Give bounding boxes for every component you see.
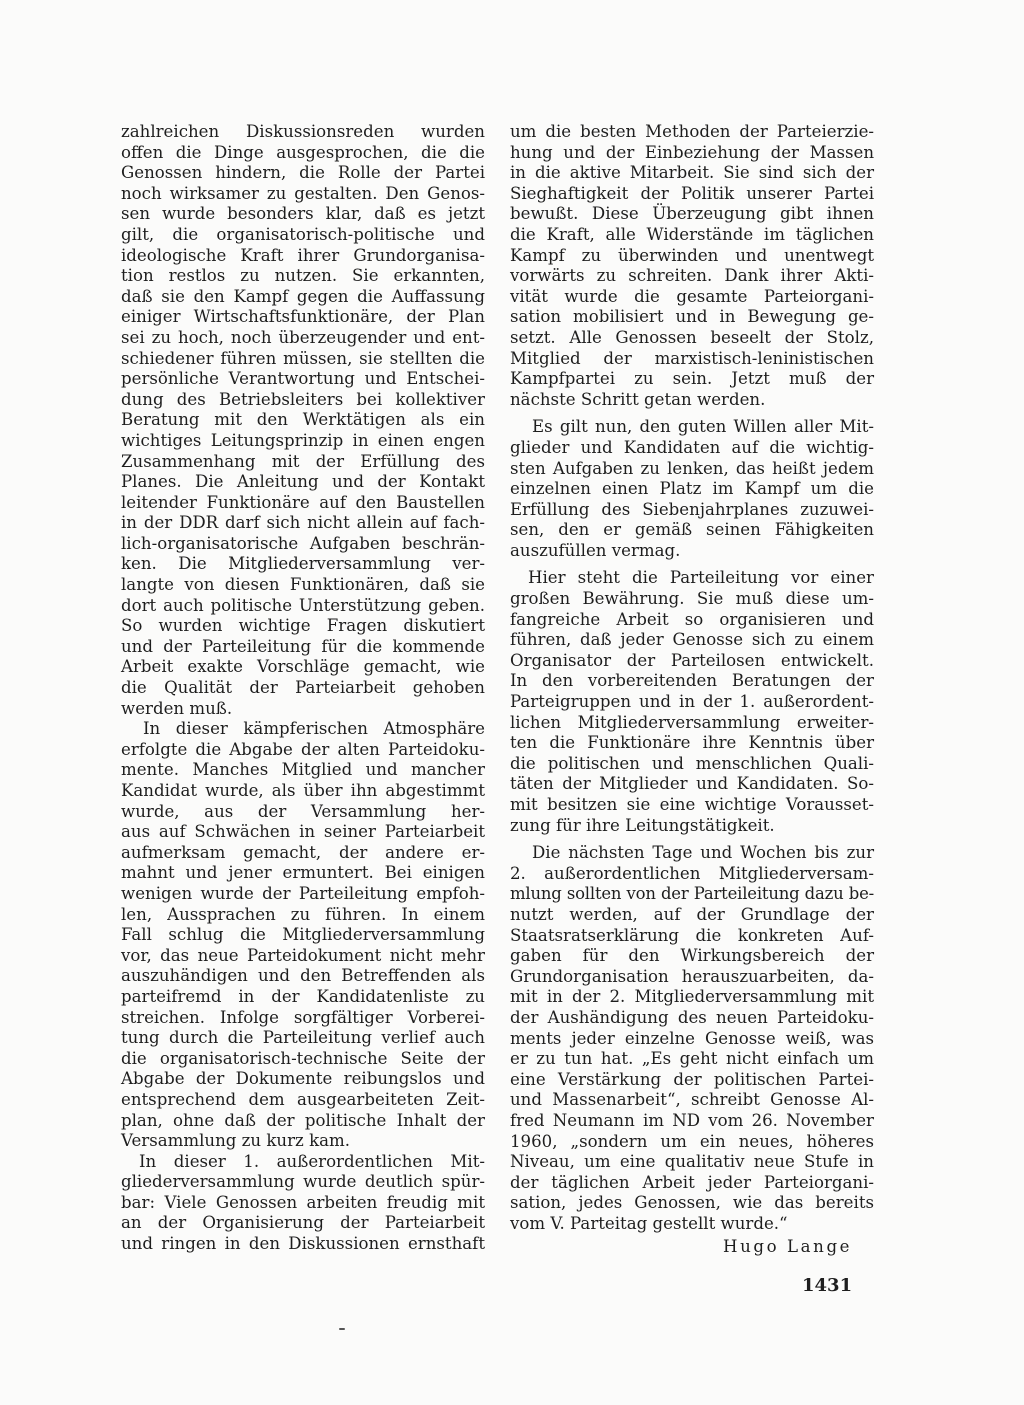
text-line: noch wirksamer zu gestalten. Den Genos- xyxy=(121,183,485,203)
text-line: sation mobilisiert und in Bewegung ge- xyxy=(510,307,874,327)
text-line: lichen Mitgliederversammlung erweiter- xyxy=(510,712,874,732)
text-line: Abgabe der Dokumente reibungslos und xyxy=(121,1069,485,1089)
text-line: Fall schlug die Mitgliederversammlung xyxy=(121,925,485,945)
text-line: In dieser kämpferischen Atmosphäre xyxy=(143,719,485,739)
text-line: ideologische Kraft ihrer Grundorganisa- xyxy=(121,245,485,265)
text-line: gliederversammlung wurde deutlich spür- xyxy=(121,1172,485,1192)
text-line: dort auch politische Unterstützung geben. xyxy=(121,595,485,615)
text-line: vom V. Parteitag gestellt wurde.“ xyxy=(510,1213,788,1233)
text-line: vor, das neue Parteidokument nicht mehr xyxy=(121,945,485,965)
text-line: dung des Betriebsleiters bei kollektiver xyxy=(121,389,485,409)
text-line: an der Organisierung der Parteiarbeit xyxy=(121,1213,485,1233)
text-line: großen Bewährung. Sie muß diese um- xyxy=(510,589,874,609)
text-line: zahlreichen Diskussionsreden wurden xyxy=(121,122,485,141)
text-line: auszufüllen vermag. xyxy=(510,540,681,560)
text-line: Staatsratserklärung die konkreten Auf- xyxy=(510,925,874,945)
text-line: mente. Manches Mitglied und mancher xyxy=(121,760,485,780)
text-line: Erfüllung des Siebenjahrplanes zuzuwei- xyxy=(510,499,874,519)
text-line: in der DDR darf sich nicht allein auf fach- xyxy=(121,513,485,533)
right-text-column xyxy=(510,122,874,1234)
text-line: sen, den er gemäß seinen Fähigkeiten xyxy=(510,520,874,540)
text-line: um die besten Methoden der Parteierzie- xyxy=(510,122,874,141)
text-line: Kandidat wurde, als über ihn abgestimmt xyxy=(121,781,485,800)
text-line: tion restlos zu nutzen. Sie erkannten, xyxy=(121,266,485,286)
text-line: Arbeit exakte Vorschläge gemacht, wie xyxy=(121,657,485,677)
text-line: die organisatorisch-technische Seite der xyxy=(121,1048,485,1068)
text-line: glieder und Kandidaten auf die wichtig- xyxy=(510,437,874,457)
text-line: bewußt. Diese Überzeugung gibt ihnen xyxy=(510,204,874,224)
page-number: 1431 xyxy=(802,1275,853,1296)
text-line: sation, jedes Genossen, wie das bereits xyxy=(510,1193,874,1213)
text-line: Niveau, um eine qualitativ neue Stufe in xyxy=(510,1152,874,1172)
text-line: lich-organisatorische Aufgaben beschrän- xyxy=(121,533,485,553)
text-line: Organisator der Parteilosen entwickelt. xyxy=(510,650,874,670)
text-line: vorwärts zu schreiten. Dank ihrer Akti- xyxy=(510,266,874,286)
text-line: parteifremd in der Kandidatenliste zu xyxy=(121,986,485,1006)
text-line: Es gilt nun, den guten Willen aller Mit- xyxy=(532,417,874,437)
text-line: führen, daß jeder Genosse sich zu einem xyxy=(510,630,874,650)
text-line: und der Parteileitung für die kommende xyxy=(121,636,485,656)
text-line: vität wurde die gesamte Parteiorgani- xyxy=(510,286,874,306)
text-line: Versammlung zu kurz kam. xyxy=(121,1131,351,1151)
text-line: die Kraft, alle Widerstände im täglichen xyxy=(510,224,874,244)
text-line: Kampf zu überwinden und unentwegt xyxy=(510,245,874,265)
text-line: und ringen in den Diskussionen ernsthaft xyxy=(121,1234,485,1254)
text-line: aus auf Schwächen in seiner Parteiarbeit xyxy=(121,822,485,842)
text-line: leitender Funktionäre auf den Baustellen xyxy=(121,492,485,512)
text-line: Mitglied der marxistisch-leninistischen xyxy=(510,348,874,368)
text-line: bar: Viele Genossen arbeiten freudig mit xyxy=(121,1192,485,1212)
text-line: streichen. Infolge sorgfältiger Vorberei- xyxy=(121,1007,485,1027)
text-line: setzt. Alle Genossen beseelt der Stolz, xyxy=(510,327,874,347)
text-line: nutzt werden, auf der Grundlage der xyxy=(510,904,874,924)
text-line: Parteigruppen und in der 1. außerordent- xyxy=(510,692,874,712)
text-line: Beratung mit den Werktätigen als ein xyxy=(121,410,485,430)
text-line: tung durch die Parteileitung verlief auch xyxy=(121,1028,485,1048)
text-line: ten die Funktionäre ihre Kenntnis über xyxy=(510,733,874,753)
print-speck xyxy=(339,1328,345,1330)
text-line: mahnt und jener ermuntert. Bei einigen xyxy=(121,863,485,883)
text-line: ken. Die Mitgliederversammlung ver- xyxy=(121,554,485,574)
text-line: In den vorbereitenden Beratungen der xyxy=(510,671,874,691)
text-line: wurde, aus der Versammlung her- xyxy=(121,801,485,821)
text-line: Sieghaftigkeit der Politik unserer Partei xyxy=(510,183,874,203)
text-line: langte von diesen Funktionären, daß sie xyxy=(121,575,485,595)
text-line: mit besitzen sie eine wichtige Vorausset- xyxy=(510,795,874,814)
text-line: 1960, „sondern um ein neues, höheres xyxy=(510,1131,874,1151)
text-line: werden muß. xyxy=(121,698,233,718)
text-line: So wurden wichtige Fragen diskutiert xyxy=(121,616,485,636)
text-line: Genossen hindern, die Rolle der Partei xyxy=(121,163,485,183)
text-line: mit in der 2. Mitgliederversammlung mit xyxy=(510,987,874,1007)
text-line: sten Aufgaben zu lenken, das heißt jedem xyxy=(510,458,874,478)
author-signature: Hugo Lange xyxy=(723,1237,853,1256)
text-line: Die nächsten Tage und Wochen bis zur xyxy=(532,843,874,863)
text-line: sei zu hoch, noch überzeugender und ent- xyxy=(121,327,485,347)
text-line: entsprechend dem ausgearbeiteten Zeit- xyxy=(121,1089,485,1109)
text-line: erfolgte die Abgabe der alten Parteidoku- xyxy=(121,739,485,759)
text-line: daß sie den Kampf gegen die Auffassung xyxy=(121,286,485,306)
text-line: len, Aussprachen zu führen. In einem xyxy=(121,904,485,924)
text-line: plan, ohne daß der politische Inhalt der xyxy=(121,1110,485,1130)
text-line: sen wurde besonders klar, daß es jetzt xyxy=(121,204,485,224)
text-line: wichtiges Leitungsprinzip in einen engen xyxy=(121,430,485,450)
text-line: die Qualität der Parteiarbeit gehoben xyxy=(121,678,485,698)
text-line: aufmerksam gemacht, der andere er- xyxy=(121,842,485,862)
text-line: nächste Schritt getan werden. xyxy=(510,389,766,409)
text-line: in die aktive Mitarbeit. Sie sind sich der xyxy=(510,163,874,183)
text-line: fred Neumann im ND vom 26. November xyxy=(510,1110,874,1130)
text-line: einiger Wirtschaftsfunktionäre, der Plan xyxy=(121,307,485,327)
left-text-column xyxy=(121,122,485,1255)
text-line: persönliche Verantwortung und Entschei- xyxy=(121,369,485,389)
text-line: 2. außerordentlichen Mitgliederversam- xyxy=(510,863,874,883)
text-line: und Massenarbeit“, schreibt Genosse Al- xyxy=(510,1090,874,1110)
text-line: eine Verstärkung der politischen Partei- xyxy=(510,1069,874,1089)
text-line: er zu tun hat. „Es geht nicht einfach um xyxy=(510,1049,874,1069)
text-line: Planes. Die Anleitung und der Kontakt xyxy=(121,472,485,492)
text-line: hung und der Einbeziehung der Massen xyxy=(510,142,874,162)
text-line: offen die Dinge ausgesprochen, die die xyxy=(121,142,485,162)
text-line: Hier steht die Parteileitung vor einer xyxy=(528,568,874,588)
text-line: täten der Mitglieder und Kandidaten. So- xyxy=(510,774,874,794)
text-line: schiedener führen müssen, sie stellten die xyxy=(121,348,485,368)
text-line: Grundorganisation herauszuarbeiten, da- xyxy=(510,966,874,986)
text-line: Kampfpartei zu sein. Jetzt muß der xyxy=(510,369,874,389)
text-line: einzelnen einen Platz im Kampf um die xyxy=(510,479,874,499)
text-line: wenigen wurde der Parteileitung empfoh- xyxy=(121,883,485,903)
text-line: Zusammenhang mit der Erfüllung des xyxy=(121,451,485,471)
text-line: der Aushändigung des neuen Parteidoku- xyxy=(510,1007,874,1027)
text-line: gaben für den Wirkungsbereich der xyxy=(510,946,874,966)
text-line: zung für ihre Leitungstätigkeit. xyxy=(510,815,775,835)
text-line: mlung sollten von der Parteileitung dazu be- xyxy=(510,884,874,904)
text-line: der täglichen Arbeit jeder Parteiorgani- xyxy=(510,1172,874,1192)
text-line: auszuhändigen und den Betreffenden als xyxy=(121,966,485,986)
text-line: In dieser 1. außerordentlichen Mit- xyxy=(139,1151,485,1171)
text-line: gilt, die organisatorisch-politische und xyxy=(121,224,485,244)
text-line: die politischen und menschlichen Quali- xyxy=(510,753,874,773)
text-line: fangreiche Arbeit so organisieren und xyxy=(510,609,874,629)
text-line: ments jeder einzelne Genosse weiß, was xyxy=(510,1028,874,1048)
